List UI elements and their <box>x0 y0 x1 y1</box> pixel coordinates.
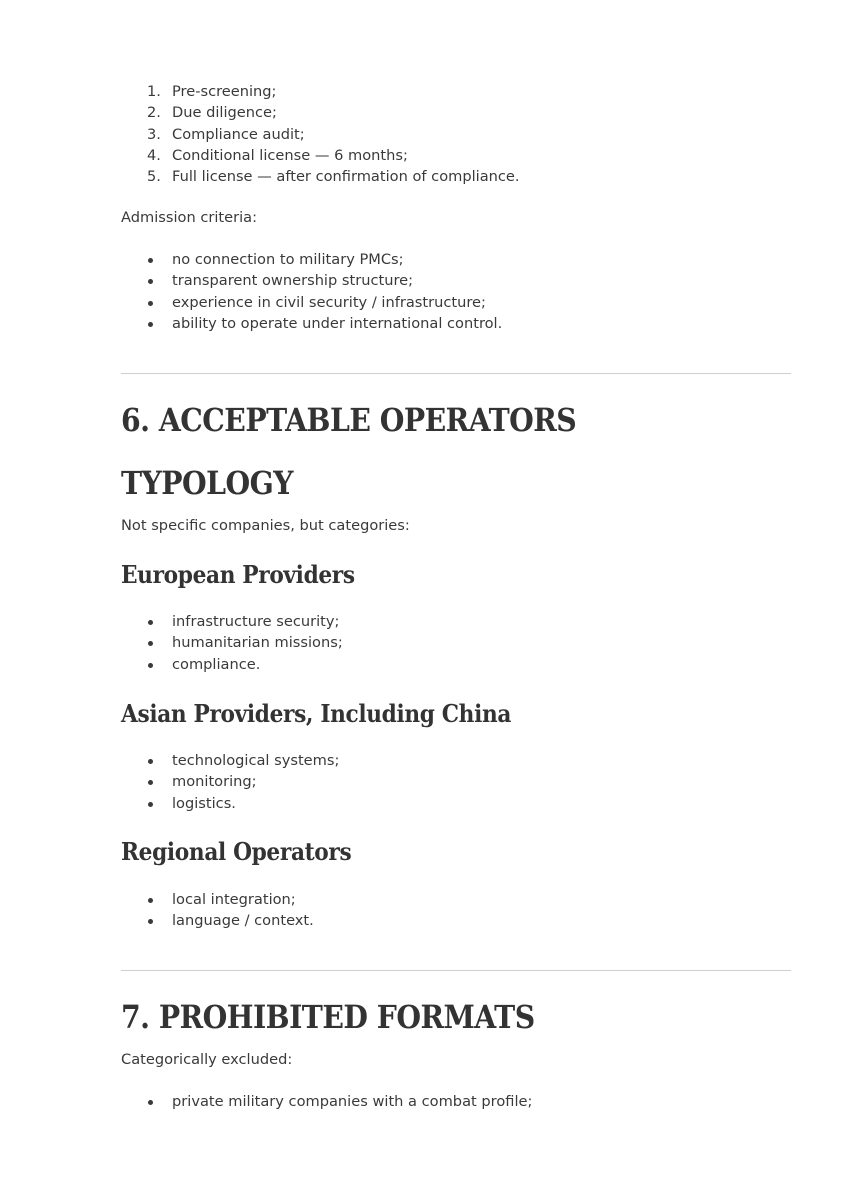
list-item <box>121 793 339 814</box>
regional-operators-list <box>121 889 314 932</box>
list-item <box>121 654 343 675</box>
list-item <box>121 910 314 931</box>
list-item <box>121 889 314 910</box>
list-number: 2. <box>147 104 161 122</box>
list-item <box>121 145 520 166</box>
bullet <box>148 663 153 668</box>
list-item <box>121 81 520 102</box>
list-item-text: technological systems; <box>172 752 340 769</box>
section-6-title-line-2: TYPOLOGY <box>121 464 293 502</box>
list-item-text: experience in civil security / infrastructure; <box>172 293 486 311</box>
bullet <box>148 258 153 263</box>
section-7-title: 7. PROHIBITED FORMATS <box>121 998 535 1036</box>
admission-criteria-intro: Admission criteria: <box>121 209 258 226</box>
asian-providers-heading: Asian Providers, Including China <box>121 699 512 728</box>
european-providers-heading: European Providers <box>121 560 355 589</box>
list-item-text: Compliance audit; <box>172 125 305 143</box>
list-item <box>121 313 502 334</box>
section-7-intro: Categorically excluded: <box>121 1051 293 1068</box>
bullet <box>148 802 153 807</box>
admission-criteria-list <box>121 249 502 334</box>
bullet <box>148 898 153 903</box>
bullet <box>148 279 153 284</box>
section-6-intro: Not specific companies, but categories: <box>121 517 410 534</box>
bullet <box>148 322 153 327</box>
list-number: 1. <box>147 83 161 100</box>
list-item <box>121 611 343 632</box>
list-item <box>121 249 502 270</box>
list-item-text: humanitarian missions; <box>172 634 343 652</box>
list-item-text: language / context. <box>172 912 314 930</box>
list-item-text: Full license — after confirmation of compliance. <box>172 168 520 186</box>
list-item <box>121 750 339 771</box>
bullet <box>148 620 153 625</box>
list-item-text: Conditional license — 6 months; <box>172 146 408 164</box>
list-item <box>121 124 520 145</box>
asian-providers-list <box>121 750 339 814</box>
list-item-text: Pre-screening; <box>172 83 277 100</box>
section-6-title-line-1: 6. ACCEPTABLE OPERATORS <box>121 401 577 439</box>
list-item-text: transparent ownership structure; <box>172 272 414 290</box>
list-number: 4. <box>147 146 161 164</box>
list-item <box>121 1091 532 1112</box>
list-item <box>121 166 520 187</box>
bullet <box>148 919 153 924</box>
list-item <box>121 632 343 653</box>
licensing-steps-list <box>121 81 520 187</box>
bullet <box>148 780 153 785</box>
list-item <box>121 270 502 291</box>
list-item-text: ability to operate under international control. <box>172 314 503 332</box>
list-item-text: no connection to military PMCs; <box>172 251 404 268</box>
list-number: 3. <box>147 125 161 143</box>
list-item-text: local integration; <box>172 891 296 908</box>
list-item-text: monitoring; <box>172 773 257 791</box>
bullet <box>148 759 153 764</box>
list-item <box>121 771 339 792</box>
list-item-text: Due diligence; <box>172 104 277 122</box>
list-item-text: private military companies with a combat profile; <box>172 1093 533 1110</box>
section-divider <box>121 373 791 374</box>
section-divider <box>121 970 791 971</box>
regional-operators-heading: Regional Operators <box>121 837 352 866</box>
european-providers-list <box>121 611 343 675</box>
bullet <box>148 641 153 646</box>
bullet <box>148 301 153 306</box>
list-item-text: logistics. <box>172 794 236 812</box>
list-number: 5. <box>147 168 161 186</box>
bullet <box>148 1100 153 1105</box>
list-item <box>121 102 520 123</box>
list-item <box>121 292 502 313</box>
prohibited-formats-list <box>121 1091 532 1112</box>
list-item-text: compliance. <box>172 655 261 673</box>
list-item-text: infrastructure security; <box>172 613 340 630</box>
